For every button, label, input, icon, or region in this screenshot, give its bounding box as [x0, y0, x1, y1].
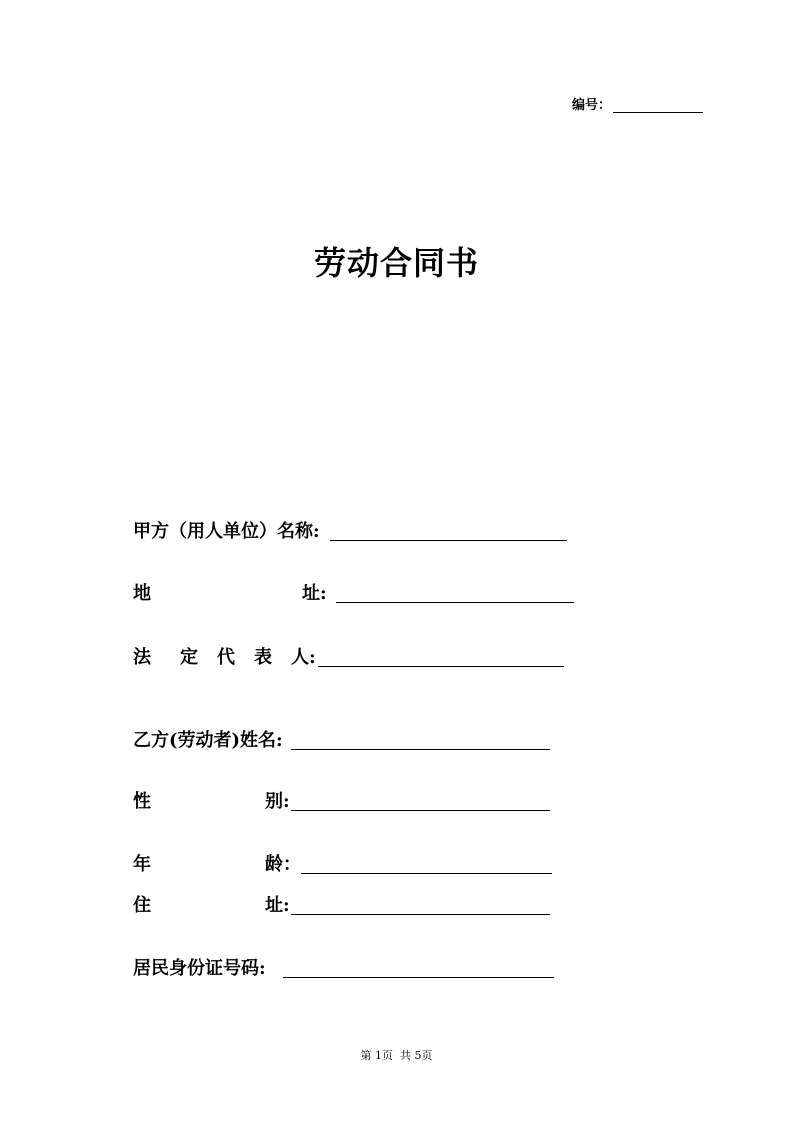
serial-number-label: 编号： — [572, 98, 612, 113]
gender-label-char2: 别: — [265, 791, 290, 812]
party-a-address-label-char1: 地 — [133, 583, 151, 604]
party-b-id-blank[interactable] — [283, 977, 554, 978]
party-a-address-blank[interactable] — [336, 602, 574, 603]
document-title: 劳动合同书 — [313, 244, 479, 282]
representative-label-char2: 定 — [180, 647, 198, 668]
age-label-char2: 龄： — [265, 854, 301, 875]
serial-number-field — [572, 94, 703, 113]
party-a-name-label: 甲方（用人单位）名称: — [133, 521, 320, 542]
party-a-representative-blank[interactable] — [318, 666, 564, 667]
representative-label-char3: 代 — [217, 647, 235, 668]
party-a-name-blank[interactable] — [330, 540, 567, 541]
age-label-char1: 年 — [133, 854, 151, 875]
residence-label-char2: 址: — [265, 895, 290, 916]
representative-label-char5: 人: — [291, 647, 316, 668]
party-b-age-blank[interactable] — [301, 873, 552, 874]
party-b-gender-blank[interactable] — [291, 810, 550, 811]
id-number-label: 居民身份证号码: — [133, 958, 266, 979]
party-b-name-blank[interactable] — [291, 749, 550, 750]
page-footer: 第 1页 共 5页 — [360, 1049, 433, 1062]
serial-number-blank[interactable] — [613, 98, 703, 113]
representative-label-char1: 法 — [133, 647, 151, 668]
representative-label-char4: 表 — [254, 647, 272, 668]
gender-label-char1: 性 — [133, 791, 151, 812]
party-a-address-label-char2: 址: — [302, 583, 327, 604]
residence-label-char1: 住 — [133, 895, 151, 916]
party-b-residence-blank[interactable] — [291, 914, 550, 915]
party-b-name-label: 乙方(劳动者)姓名: — [133, 730, 283, 751]
